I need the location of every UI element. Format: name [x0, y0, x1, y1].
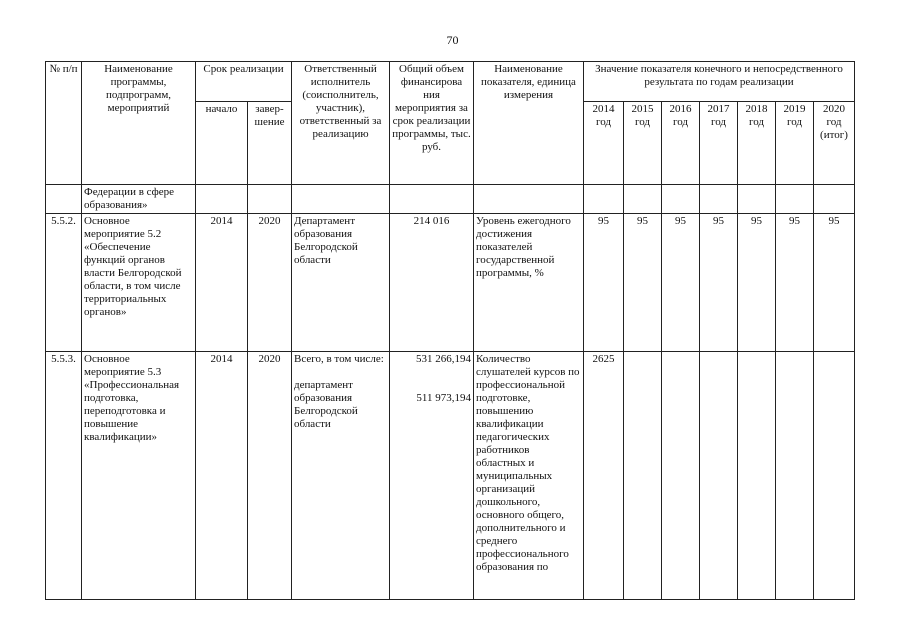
row-start: 2014: [196, 352, 248, 600]
row-funding: 214 016: [390, 214, 474, 352]
row-value-2020: 95: [814, 214, 855, 352]
row-value-2017: [700, 352, 738, 600]
row-indicator: Уровень ежегодного достижения показателей государственной программы, %: [474, 214, 584, 352]
row-value-2015: 95: [624, 214, 662, 352]
row-value-2020: [814, 185, 855, 214]
spacer: [294, 366, 387, 379]
row-executor: [292, 185, 390, 214]
row-num: 5.5.2.: [46, 214, 82, 352]
header-name: Наименование программы, подпрограмм, мероприятий: [82, 62, 196, 185]
row-name: Федерации в сфере образования»: [82, 185, 196, 214]
row-name: Основное мероприятие 5.2 «Обеспечение функций органов власти Белгородской области, в том числе территориальных органов»: [82, 214, 196, 352]
row-start: [196, 185, 248, 214]
row-end: [248, 185, 292, 214]
row-value-2014: [584, 185, 624, 214]
header-year-2019: 2019 год: [776, 102, 814, 185]
table-row: [46, 352, 855, 600]
header-year-2017: 2017 год: [700, 102, 738, 185]
row-value-2016: [662, 185, 700, 214]
row-indicator: [474, 185, 584, 214]
header-start: начало: [196, 102, 248, 185]
executor-total: Всего, в том числе:: [294, 353, 384, 365]
row-value-2017: [700, 185, 738, 214]
row-value-2016: [662, 352, 700, 600]
header-year-2020: 2020 год (итог): [814, 102, 855, 185]
row-end: 2020: [248, 214, 292, 352]
header-year-2016: 2016 год: [662, 102, 700, 185]
funding-department: 511 973,194: [416, 392, 471, 404]
spacer: [392, 366, 471, 379]
row-value-2020: [814, 352, 855, 600]
row-funding: [390, 185, 474, 214]
header-row-1: [46, 62, 855, 102]
header-num: № п/п: [46, 62, 82, 185]
row-name: Основное мероприятие 5.3 «Профессиональная подготовка, переподготовка и повышение квалификации»: [82, 352, 196, 600]
row-value-2019: [776, 185, 814, 214]
row-executor: [292, 352, 390, 600]
row-value-2018: [738, 352, 776, 600]
table-row: [46, 214, 855, 352]
row-value-2016: 95: [662, 214, 700, 352]
table-row: [46, 185, 855, 214]
spacer: [392, 379, 471, 392]
header-year-2014: 2014 год: [584, 102, 624, 185]
row-num: 5.5.3.: [46, 352, 82, 600]
header-year-2015: 2015 год: [624, 102, 662, 185]
row-executor: Департамент образования Белгородской области: [292, 214, 390, 352]
header-executor: Ответственный исполнитель (соисполнитель, участник), ответственный за реализацию: [292, 62, 390, 185]
row-indicator: Количество слушателей курсов по профессиональной подготовке, повышению квалификации педагогических работников областных и муниципальных организаций дошкольного, основного общего, дополнительного и среднего профессионального образования по: [474, 352, 584, 600]
program-table: [45, 61, 855, 600]
header-values: Значение показателя конечного и непосредственного результата по годам реализации: [584, 62, 855, 102]
row-value-2015: [624, 185, 662, 214]
row-value-2014: 95: [584, 214, 624, 352]
row-value-2015: [624, 352, 662, 600]
row-value-2014: 2625: [584, 352, 624, 600]
header-period: Срок реализации: [196, 62, 292, 102]
header-year-2018: 2018 год: [738, 102, 776, 185]
row-num: [46, 185, 82, 214]
page-number: 70: [446, 33, 459, 47]
row-value-2019: 95: [776, 214, 814, 352]
header-funding: Общий объем финансирова ния мероприятия за срок реализации программы, тыс. руб.: [390, 62, 474, 185]
funding-total: 531 266,194: [416, 353, 471, 365]
row-end: 2020: [248, 352, 292, 600]
row-value-2019: [776, 352, 814, 600]
row-value-2018: [738, 185, 776, 214]
executor-department: департамент образования Белгородской области: [294, 379, 358, 430]
row-start: 2014: [196, 214, 248, 352]
row-value-2017: 95: [700, 214, 738, 352]
row-funding: [390, 352, 474, 600]
row-value-2018: 95: [738, 214, 776, 352]
header-end: завер-шение: [248, 102, 292, 185]
header-indicator: Наименование показателя, единица измерения: [474, 62, 584, 185]
